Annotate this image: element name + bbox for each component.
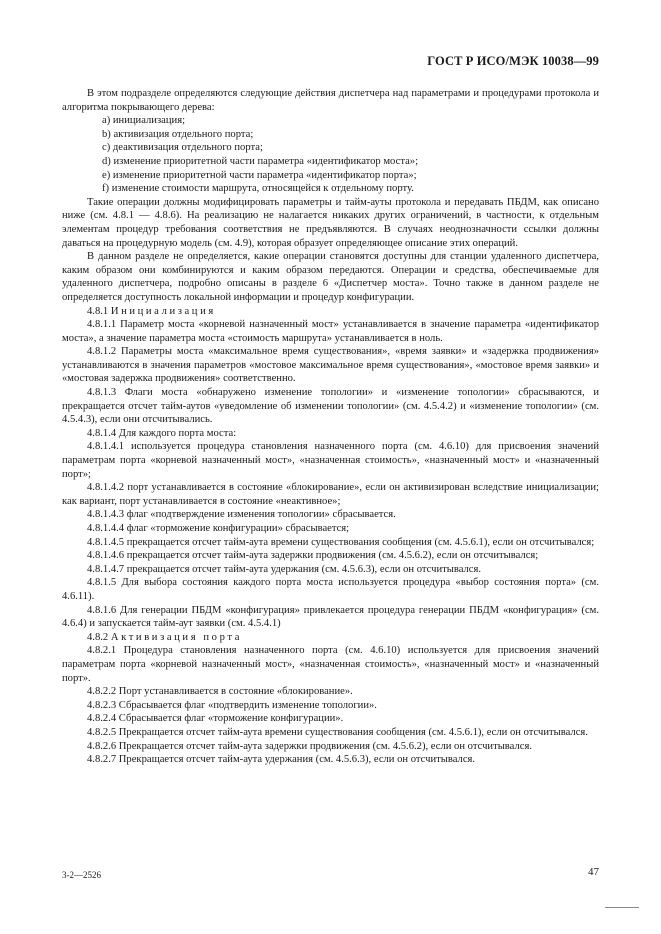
- paragraph: 4.8.1.4.3 флаг «подтверждение изменения топологии» сбрасывается.: [87, 509, 396, 521]
- paragraph: 4.8.1.6 Для генерации ПБДМ «конфигурация» привлекается процедура генерации ПБДМ «конфигурация» (см. 4.6.4) и запускается тайм-аут заявки (см. 4.5.4.1): [62, 604, 599, 630]
- section-heading: [62, 631, 599, 645]
- paragraph: 4.8.1.1 Параметр моста «корневой назначенный мост» устанавливается в значение параметра «идентификатор моста», а значение параметра моста «стоимость маршрута» устанавливается в ноль.: [62, 319, 599, 344]
- list-item: е) изменение приоритетной части параметра «идентификатор порта»;: [102, 169, 417, 181]
- section-number: 4.8.1: [87, 305, 109, 317]
- paragraph: 4.8.1.4.7 прекращается отсчет тайм-аута удержания (см. 4.5.6.3), если он отсчитывался.: [87, 563, 482, 575]
- list-item: d) изменение приоритетной части параметра «идентификатор моста»;: [102, 155, 419, 167]
- document-body: [62, 87, 599, 767]
- paragraph: 4.8.2.3 Сбрасывается флаг «подтвердить изменение топологии».: [87, 699, 377, 711]
- paragraph: 4.8.1.5 Для выбора состояния каждого порта моста используется процедура «выбор состояния порта» (см. 4.6.11).: [62, 577, 599, 602]
- paragraph: 4.8.1.2 Параметры моста «максимальное время существования», «время заявки» и «задержка продвижения» устанавливаются в значения параметров «мостовое максимальное время существования», «мостовое время заявки» и «мостовая задержка продвижения» соответственно.: [62, 346, 599, 385]
- paragraph: Такие операции должны модифицировать параметры и тайм-ауты протокола и передавать ПБДМ, как описано ниже (см. 4.8.1 — 4.8.6). На реализацию не налагается никаких других ограничений, в частности, к отдельным элементам процедур требования соответствия не предъявляются. В случаях неоднозначности ссылки должны даваться на процедурную модель (см. 4.9), которая образует определяющее описание этих операций.: [62, 196, 599, 249]
- paragraph: 4.8.1.4.2 порт устанавливается в состояние «блокирование», если он активизирован вследствие инициализации; как вариант, порт устанавливается в состояние «неактивное»;: [62, 482, 599, 507]
- section-number: 4.8.2: [87, 631, 109, 643]
- paragraph: 4.8.1.4.1 используется процедура становления назначенного порта (см. 4.6.10) для присвоения значений параметрам порта «корневой назначенный мост», «назначенная стоимость», «назначенный мост» и «назначенный порт»;: [62, 441, 599, 480]
- paragraph: 4.8.1.4.5 прекращается отсчет тайм-аута времени существования сообщения (см. 4.5.6.1), если он отсчитывался;: [87, 536, 595, 548]
- paragraph: 4.8.2.1 Процедура становления назначенного порта (см. 4.6.10) используется для присвоения значений параметрам порта «корневой назначенный мост», «назначенная стоимость», «назначенный мост» и «назначенный порт».: [62, 645, 599, 684]
- section-title: Инициализация: [110, 305, 216, 317]
- paragraph: 4.8.1.4 Для каждого порта моста:: [87, 427, 237, 439]
- paragraph: В этом подразделе определяются следующие действия диспетчера над параметрами и процедурами протокола и алгоритма покрывающего дерева:: [62, 88, 599, 113]
- list-item: с) деактивизация отдельного порта;: [102, 142, 263, 154]
- paragraph: 4.8.1.4.6 прекращается отсчет тайм-аута задержки продвижения (см. 4.5.6.2), если он отсчитывался;: [87, 550, 539, 562]
- paragraph: 4.8.2.4 Сбрасывается флаг «торможение конфигурации».: [87, 713, 344, 725]
- paragraph: 4.8.1.4.4 флаг «торможение конфигурации» сбрасывается;: [87, 523, 350, 534]
- print-code: 3-2—2526: [62, 870, 101, 880]
- paragraph: 4.8.1.3 Флаги моста «обнаружено изменение топологии» и «изменение топологии» сбрасываются, и прекращается отсчет тайм-аутов «уведомление об изменении топологии» (см. 4.5.4.2) и «изменение топологии» (см. 4.5.4.3), если они отсчитывались.: [62, 387, 599, 426]
- list-item: b) активизация отдельного порта;: [102, 128, 254, 140]
- paragraph: 4.8.2.5 Прекращается отсчет тайм-аута времени существования сообщения (см. 4.5.6.1), если он отсчитывался.: [87, 726, 588, 738]
- document-header: ГОСТ Р ИСО/МЭК 10038—99: [427, 54, 599, 68]
- paragraph: В данном разделе не определяется, какие операции становятся доступны для станции удаленного диспетчера, каким образом они комбинируются и каким образом передаются. Операции и средства, обеспечиваемые для удаленного диспетчера, подробно описаны в разделе 6 «Диспетчер моста». Точно также в данном разделе не определяется доступность локальной информации и процедур конфигурации.: [62, 251, 599, 303]
- section-heading: [62, 305, 599, 319]
- paragraph: 4.8.2.6 Прекращается отсчет тайм-аута задержки продвижения (см. 4.5.6.2), если он отсчитывался.: [87, 740, 532, 752]
- paragraph: 4.8.2.7 Прекращается отсчет тайм-аута удержания (см. 4.5.6.3), если он отсчитывался.: [87, 754, 476, 766]
- page-number: 47: [588, 866, 599, 878]
- section-title: Активизация порта: [110, 631, 243, 643]
- list-item: а) инициализация;: [102, 115, 186, 127]
- list-item: f) изменение стоимости маршрута, относящейся к отдельному порту.: [102, 183, 414, 195]
- paragraph: 4.8.2.2 Порт устанавливается в состояние «блокирование».: [87, 686, 353, 698]
- divider: [605, 907, 639, 908]
